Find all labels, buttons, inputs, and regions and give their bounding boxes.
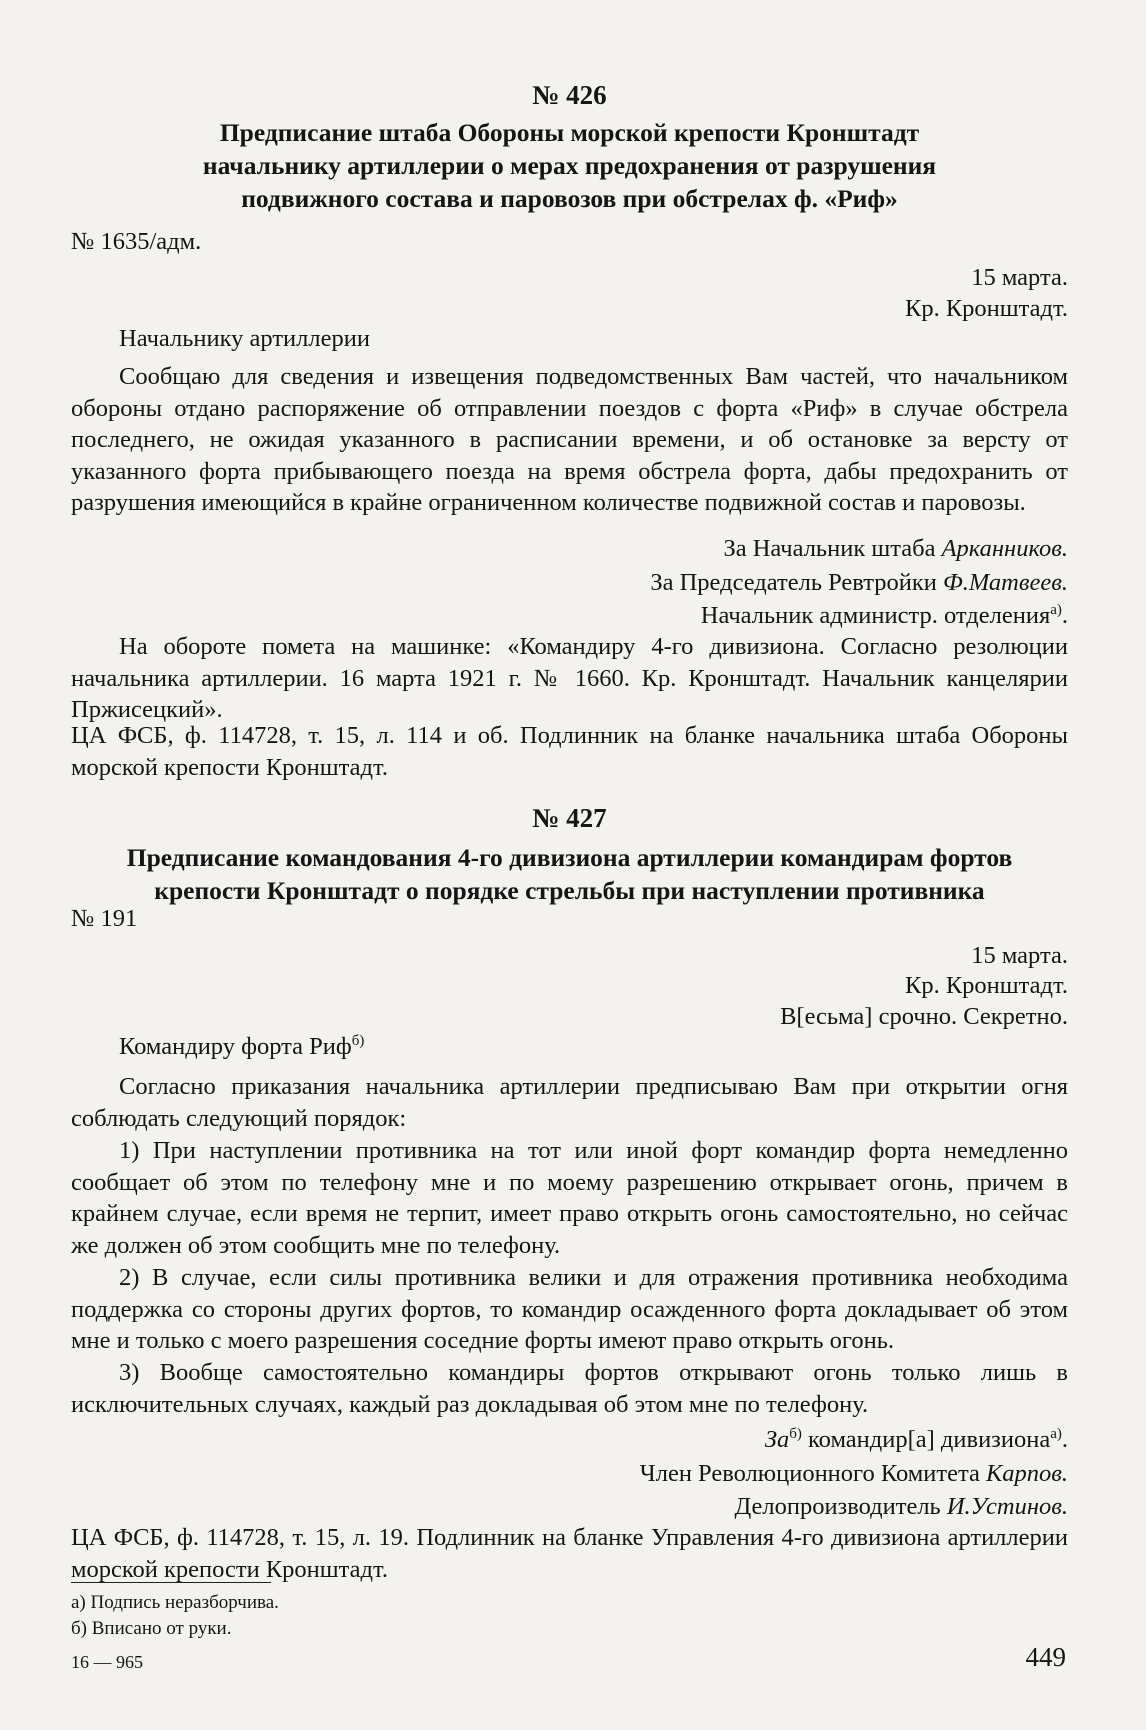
doc427-signature-2 — [71, 1458, 1068, 1490]
doc426-addressee: Начальнику артиллерии — [119, 325, 370, 352]
doc427-signature-3 — [71, 1491, 1068, 1523]
doc426-signature-3 — [71, 600, 1068, 632]
footnote-ref: б) — [789, 1426, 802, 1442]
doc427-title-line: крепости Кронштадт о порядке стрельбы при наступлении противника — [154, 876, 985, 905]
doc427-signature-1 — [71, 1424, 1068, 1456]
signature-end: . — [1061, 602, 1068, 629]
footnote-ref: а) — [1050, 1426, 1062, 1442]
doc426-signature-2 — [71, 567, 1068, 599]
doc427-reg-number: № 191 — [71, 905, 138, 932]
doc426-title-line: Предписание штаба Обороны морской крепости Кронштадт — [219, 118, 920, 147]
doc427-addressee — [71, 1031, 1068, 1063]
doc427-item-2: 2) В случае, если силы противника велики и для отражения противника необходима поддержка со стороны других фортов, то командир осажденного форта докладывает об этом мне и только с моего разрешения соседние форты имеют право открыть огонь. — [71, 1264, 1068, 1354]
doc426-body: Сообщаю для сведения и извещения подведомственных Вам частей, что начальником обороны отдано распоряжение об отправлении поездов с форта «Риф» в случае обстрела последнего, не ожидая указанного в расписании времени, и об остановке за версту от указанного форта прибывающего поезда на время обстрела форта, дабы предохранить от разрушения имеющийся в крайне ограниченном количестве подвижной состав и паровозы. — [71, 363, 1068, 516]
doc426-reverse-note: На обороте помета на машинке: «Командиру 4-го дивизиона. Согласно резолюции начальника артиллерии. 16 марта 1921 г. № 1660. Кр. Кронштадт. Начальник канцелярии Пржисецкий». — [71, 633, 1068, 723]
footnote-ref: б) — [351, 1033, 365, 1049]
doc426-source: ЦА ФСБ, ф. 114728, т. 15, л. 114 и об. Подлинник на бланке начальника штаба Обороны морской крепости Кронштадт. — [71, 722, 1068, 781]
footnote-mark: б) — [71, 1618, 87, 1639]
doc426-reg-number: № 1635/адм. — [71, 228, 202, 255]
doc426-title-line: начальнику артиллерии о мерах предохранения от разрушения — [202, 151, 937, 180]
signature-role: Член Революционного Комитета — [639, 1460, 980, 1487]
signature-role: командир[а] дивизиона — [801, 1426, 1051, 1453]
doc427-item-1: 1) При наступлении противника на тот или иной форт командир форта немедленно сообщает об этом по телефону мне и по моему разрешению открывает огонь, причем в крайнем случае, если время не терпит, имеет право открыть огонь самостоятельно, но сейчас же должен об этом сообщить мне по телефону. — [71, 1137, 1068, 1259]
addressee-text: Командиру форта Риф — [119, 1033, 352, 1060]
signature-name: И.Устинов. — [946, 1493, 1068, 1520]
footnote-item — [71, 1616, 1068, 1642]
footnote-ref: а) — [1050, 602, 1062, 618]
doc427-place: Кр. Кронштадт. — [905, 972, 1068, 999]
signature-name: Карпов. — [985, 1460, 1068, 1487]
doc427-item-3: 3) Вообще самостоятельно командиры фортов открывают огонь только лишь в исключительных случаях, каждый раз докладывая об этом мне по телефону. — [71, 1359, 1068, 1418]
doc427-source: ЦА ФСБ, ф. 114728, т. 15, л. 19. Подлинник на бланке Управления 4-го дивизиона артиллерии морской крепости Кронштадт. — [71, 1524, 1068, 1583]
doc426-title-line: подвижного состава и паровозов при обстрелах ф. «Риф» — [241, 184, 898, 213]
doc426-signature-1 — [71, 533, 1068, 565]
signature-za: За — [764, 1426, 790, 1453]
footnote-text: Подпись неразборчива. — [85, 1592, 279, 1613]
footnote-divider — [71, 1582, 271, 1583]
signature-role: За Начальник штаба — [723, 535, 936, 562]
doc427-intro: Согласно приказания начальника артиллерии предписываю Вам при открытии огня соблюдать следующий порядок: — [71, 1073, 1068, 1132]
signature-name: Ф.Матвеев. — [943, 569, 1068, 596]
page-number: 449 — [1025, 1642, 1066, 1672]
signature-role: Начальник администр. отделения — [700, 602, 1051, 629]
signature-role: За Председатель Ревтройки — [650, 569, 937, 596]
doc427-title-line: Предписание командования 4-го дивизиона артиллерии командирам фортов — [126, 843, 1013, 872]
doc427-date: 15 марта. — [971, 942, 1068, 969]
signature-role: Делопроизводитель — [734, 1493, 941, 1520]
footnote-text: Вписано от руки. — [87, 1618, 232, 1639]
signature-end: . — [1061, 1426, 1068, 1453]
footnote-item — [71, 1590, 1068, 1616]
signature-name: Арканников. — [941, 535, 1068, 562]
doc426-place: Кр. Кронштадт. — [905, 295, 1068, 322]
doc427-secrecy: В[есьма] срочно. Секретно. — [780, 1003, 1068, 1030]
doc427-number: № 427 — [532, 803, 607, 833]
doc426-title — [71, 116, 1068, 215]
printer-signature-mark: 16 — 965 — [71, 1652, 143, 1672]
footnote-mark: а) — [71, 1592, 86, 1613]
footnotes — [71, 1590, 1068, 1642]
doc426-number: № 426 — [532, 80, 607, 110]
doc426-date: 15 марта. — [971, 264, 1068, 291]
doc427-title — [71, 841, 1068, 907]
